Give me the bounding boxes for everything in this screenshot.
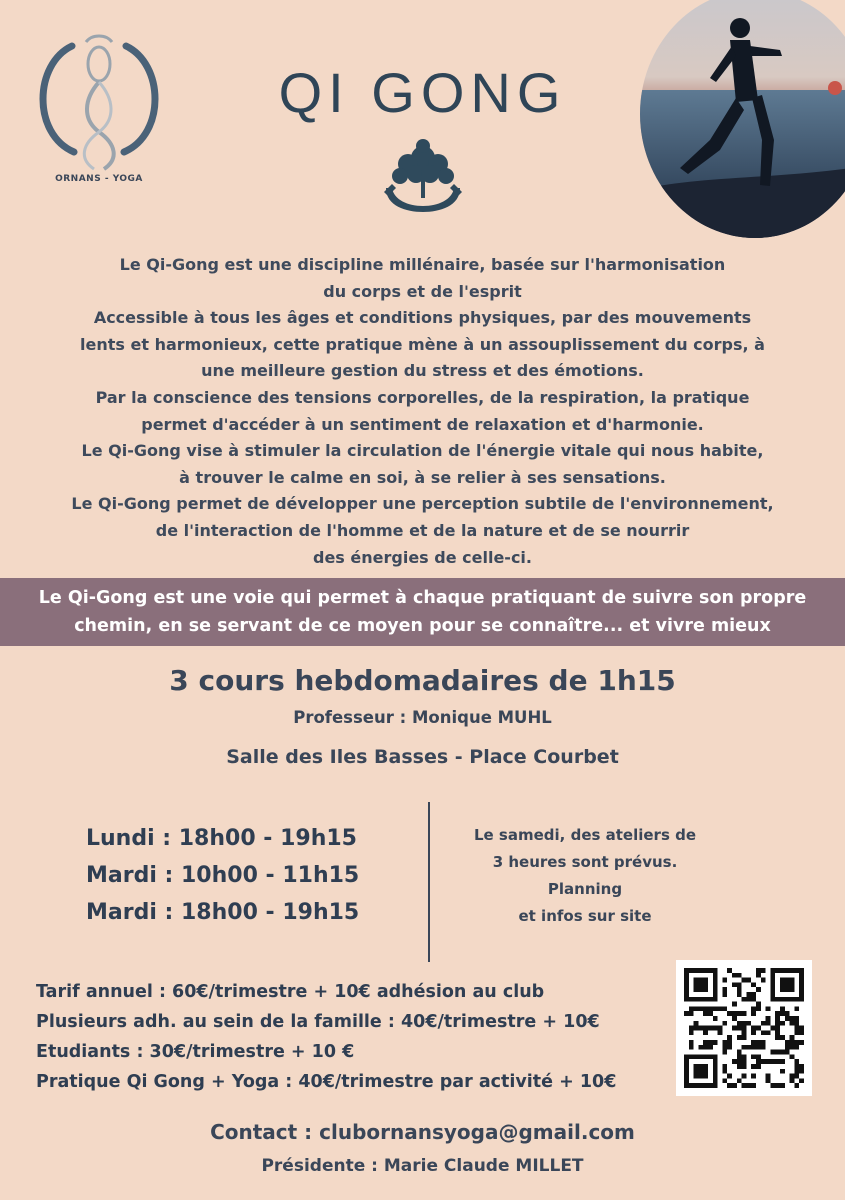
- intro-line: Par la conscience des tensions corporelles, de la respiration, la pratique: [95, 387, 750, 407]
- schedule-list: [86, 820, 406, 931]
- schedule-item: Mardi : 18h00 - 19h15: [86, 900, 360, 925]
- courses-title: 3 cours hebdomadaires de 1h15: [169, 664, 676, 697]
- quote-banner: [0, 578, 845, 646]
- contact-email[interactable]: Contact : clubornansyoga@gmail.com: [210, 1120, 635, 1144]
- price-item: Etudiants : 30€/trimestre + 10 €: [36, 1042, 355, 1062]
- intro-line: Le Qi-Gong est une discipline millénaire, basée sur l'harmonisation: [119, 255, 726, 274]
- president-name: Présidente : Marie Claude MILLET: [261, 1156, 584, 1176]
- intro-line: des énergies de celle-ci.: [313, 547, 532, 567]
- intro-line: de l'interaction de l'homme et de la nature et de se nourrir: [155, 520, 690, 540]
- ornans-yoga-logo: [24, 24, 174, 194]
- intro-text: [20, 252, 825, 571]
- saturday-line: et infos sur site: [518, 907, 652, 925]
- intro-line: Accessible à tous les âges et conditions physiques, par des mouvements: [93, 308, 752, 328]
- teacher-name: Professeur : Monique MUHL: [293, 708, 552, 727]
- price-item: Plusieurs adh. au sein de la famille : 40€/trimestre + 10€: [36, 1012, 600, 1032]
- qigong-practitioner-photo: [640, 0, 845, 238]
- saturday-line: 3 heures sont prévus. Planning: [492, 853, 678, 898]
- price-item: Pratique Qi Gong + Yoga : 40€/trimestre par activité + 10€: [36, 1072, 617, 1092]
- venue: Salle des Iles Basses - Place Courbet: [226, 746, 619, 768]
- price-item: Tarif annuel : 60€/trimestre + 10€ adhésion au club: [36, 982, 545, 1002]
- intro-line: Le Qi-Gong permet de développer une perception subtile de l'environnement,: [71, 494, 774, 514]
- saturday-info: [455, 822, 715, 930]
- qr-code-icon: [684, 968, 804, 1088]
- intro-line: à trouver le calme en soi, à se relier à ses sensations.: [179, 467, 666, 487]
- qr-code[interactable]: [676, 960, 812, 1096]
- vertical-divider: [428, 802, 430, 962]
- intro-line: permet d'accéder à un sentiment de relaxation et d'harmonie.: [141, 414, 704, 434]
- banner-line: Le Qi-Gong est une voie qui permet à chaque pratiquant de suivre son propre: [38, 588, 807, 608]
- price-list: [36, 977, 676, 1097]
- logo-mark-icon: [24, 24, 174, 174]
- schedule-item: Mardi : 10h00 - 11h15: [86, 863, 360, 888]
- saturday-line: Le samedi, des ateliers de: [473, 826, 697, 844]
- schedule-item: Lundi : 18h00 - 19h15: [86, 826, 357, 851]
- intro-line: lents et harmonieux, cette pratique mène à un assouplissement du corps, à: [80, 334, 765, 354]
- intro-line: du corps et de l'esprit: [323, 281, 522, 301]
- intro-line: une meilleure gestion du stress et des émotions.: [201, 361, 644, 381]
- logo-text: ORNANS - YOGA: [55, 174, 143, 184]
- tree-in-hands-icon: [378, 136, 468, 220]
- page-title: QI GONG: [278, 61, 567, 124]
- intro-line: Le Qi-Gong vise à stimuler la circulation de l'énergie vitale qui nous habite,: [81, 441, 764, 461]
- banner-line: chemin, en se servant de ce moyen pour se connaître... et vivre mieux: [74, 616, 771, 636]
